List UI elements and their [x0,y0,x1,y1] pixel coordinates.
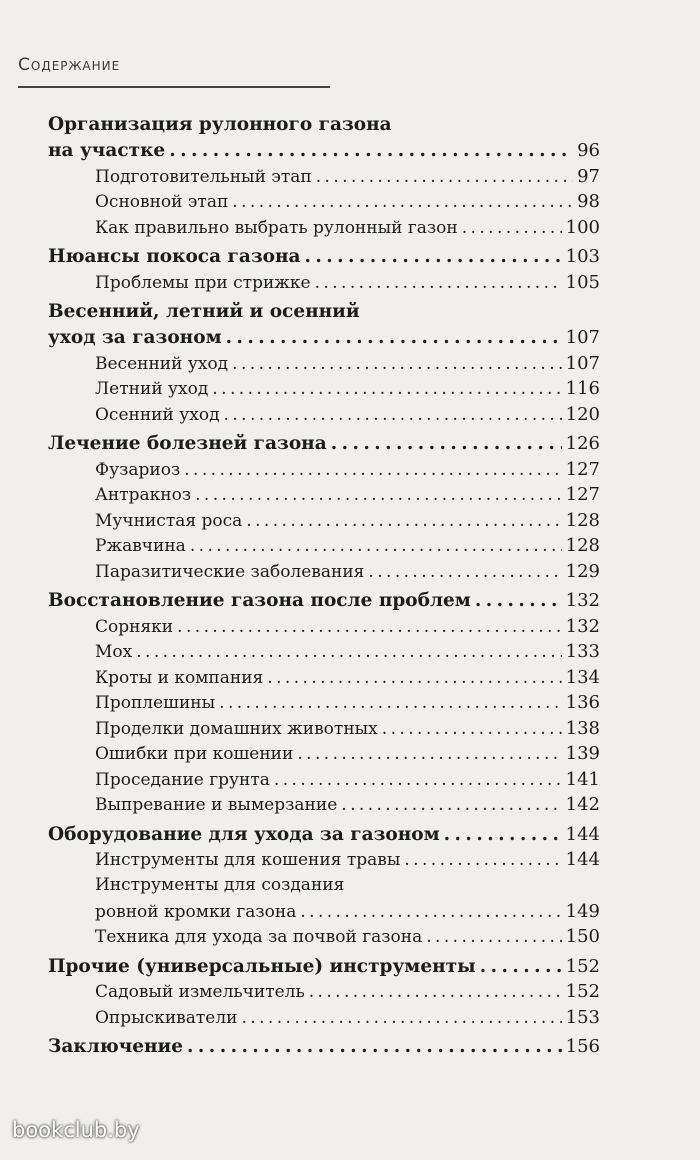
toc-page-number: 126 [565,433,600,454]
toc-entry-title: Техника для ухода за почвой газона [95,927,423,947]
toc-entry-title: Проплешины [95,693,216,713]
dot-leader [212,379,561,399]
toc-page-number: 132 [565,615,600,637]
toc-entry-title: Садовый измельчитель [95,982,305,1002]
toc-subsection [48,272,600,298]
toc-subsection [48,166,600,192]
toc-subsection [48,901,600,927]
toc-page-number: 105 [565,271,600,293]
dot-leader [475,590,562,611]
toc-entry-title: уход за газоном [48,327,222,348]
toc-chapter [48,1036,600,1062]
toc-page-number: 96 [577,140,600,161]
toc-page-number: 144 [565,849,600,870]
toc-subsection [48,191,600,217]
watermark: bookclub.by [12,1118,140,1142]
toc-page-number: 129 [565,560,600,582]
toc-entry-title: Мох [95,642,133,662]
toc-chapter [48,433,600,459]
toc-page-number: 156 [565,1036,600,1057]
toc-page-number: 128 [565,509,600,531]
dot-leader [232,354,561,374]
toc-page-number: 141 [565,768,600,790]
dot-leader [426,927,561,947]
dot-leader [274,770,562,790]
toc-subsection [48,217,600,243]
toc-entry-title: Опрыскиватели [95,1007,238,1028]
toc-entry-title: Как правильно выбрать рулонный газон [95,217,458,238]
toc-subsection [48,875,600,901]
toc-subsection [48,616,600,642]
toc-page-number: 107 [565,327,600,348]
toc-subsection [48,769,600,795]
toc-entry-title: Выпревание и вымерзание [95,795,338,815]
toc-page-number: 138 [565,717,600,739]
toc-entry-title: Паразитические заболевания [95,561,365,582]
toc-entry-title: Нюансы покоса газона [48,246,301,267]
toc-entry-title: на участке [48,140,166,161]
toc-page-number: 132 [565,590,600,611]
toc-page-number: 136 [565,692,600,713]
header-rule [18,86,330,88]
dot-leader [187,1036,562,1057]
toc-subsection [48,353,600,379]
toc-entry-title: Ошибки при кошении [95,744,294,764]
dot-leader [480,956,562,977]
dot-leader [224,405,562,425]
dot-leader [297,744,561,764]
toc-chapter [48,301,600,327]
toc-entry-title: Антракноз [95,485,192,505]
toc-subsection [48,794,600,820]
dot-leader [219,693,562,713]
toc-subsection [48,561,600,587]
toc-entry-title: Оборудование для ухода за газоном [48,823,440,845]
running-title: Содержание [18,55,121,75]
toc-entry-title: Летний уход [95,379,209,399]
dot-leader [315,273,562,293]
toc-page-number: 153 [565,1006,600,1028]
toc-chapter [48,327,600,353]
dot-leader [226,327,562,348]
toc-page-number: 152 [565,981,600,1002]
toc-entry-title: Мучнистая роса [95,510,243,531]
toc-page-number: 144 [565,823,600,845]
toc-entry-title: Весенний, летний и осенний [48,301,360,322]
toc-subsection [48,510,600,536]
toc-subsection [48,743,600,769]
dot-leader [267,668,561,688]
dot-leader [195,485,562,505]
toc-chapter [48,824,600,850]
toc-entry-title: Осенний уход [95,404,220,425]
toc-subsection [48,692,600,718]
toc-page-number: 100 [565,216,600,238]
toc-entry-title: Проблемы при стрижке [95,272,311,293]
toc-entry-title: Лечение болезней газона [48,433,327,454]
dot-leader [404,850,561,870]
toc-chapter [48,956,600,982]
toc-entry-title: Весенний уход [95,353,229,374]
toc-subsection [48,718,600,744]
table-of-contents [48,114,600,1062]
toc-entry-title: Инструменты для создания [95,874,345,895]
toc-entry-title: Кроты и компания [95,667,264,688]
toc-subsection [48,378,600,404]
dot-leader [331,433,562,454]
toc-page-number: 142 [565,794,600,815]
dot-leader [462,218,562,238]
toc-subsection [48,535,600,561]
dot-leader [300,902,561,922]
toc-page-number: 128 [565,535,600,556]
dot-leader [341,795,561,815]
toc-page-number: 107 [565,352,600,374]
toc-subsection [48,404,600,430]
toc-page-number: 149 [565,900,600,922]
toc-subsection [48,1007,600,1033]
toc-page-number: 152 [565,955,600,977]
dot-leader [169,140,573,161]
toc-chapter [48,114,600,140]
toc-page-number: 103 [565,246,600,267]
toc-page-number: 127 [565,484,600,505]
toc-entry-title: Ржавчина [95,536,186,556]
toc-page-number: 133 [565,641,600,662]
toc-subsection [48,484,600,510]
toc-page-number: 127 [565,458,600,480]
toc-entry-title: Проседание грунта [95,769,270,790]
dot-leader [305,246,562,267]
dot-leader [190,536,562,556]
toc-subsection [48,459,600,485]
toc-subsection [48,981,600,1007]
toc-entry-title: Восстановление газона после проблем [48,590,471,611]
toc-entry-title: Прочие (универсальные) инструменты [48,955,476,977]
toc-entry-title: Подготовительный этап [95,166,312,187]
dot-leader [136,642,561,662]
toc-subsection [48,849,600,875]
dot-leader [184,460,561,480]
dot-leader [177,617,562,637]
toc-entry-title: Инструменты для кошения травы [95,850,401,870]
toc-subsection [48,667,600,693]
dot-leader [382,719,562,739]
toc-entry-title: Основной этап [95,192,229,212]
toc-entry-title: Проделки домашних животных [95,718,378,739]
toc-chapter [48,246,600,272]
toc-page-number: 139 [565,743,600,764]
toc-page-number: 98 [577,191,600,212]
toc-entry-title: Организация рулонного газона [48,114,392,135]
dot-leader [241,1008,561,1028]
toc-page-number: 120 [565,403,600,425]
toc-page-number: 97 [577,165,600,187]
toc-page-number: 134 [565,666,600,688]
toc-page-number: 116 [565,378,600,399]
dot-leader [444,824,562,845]
dot-leader [368,562,561,582]
toc-entry-title: ровной кромки газона [95,901,297,922]
toc-entry-title: Заключение [48,1036,184,1057]
dot-leader [232,192,573,212]
toc-chapter [48,140,600,166]
toc-subsection [48,926,600,952]
dot-leader [246,511,561,531]
dot-leader [316,167,573,187]
dot-leader [309,982,562,1002]
toc-chapter [48,590,600,616]
toc-page-number: 150 [565,926,600,947]
toc-entry-title: Сорняки [95,616,174,637]
toc-entry-title: Фузариоз [95,459,181,480]
toc-subsection [48,641,600,667]
